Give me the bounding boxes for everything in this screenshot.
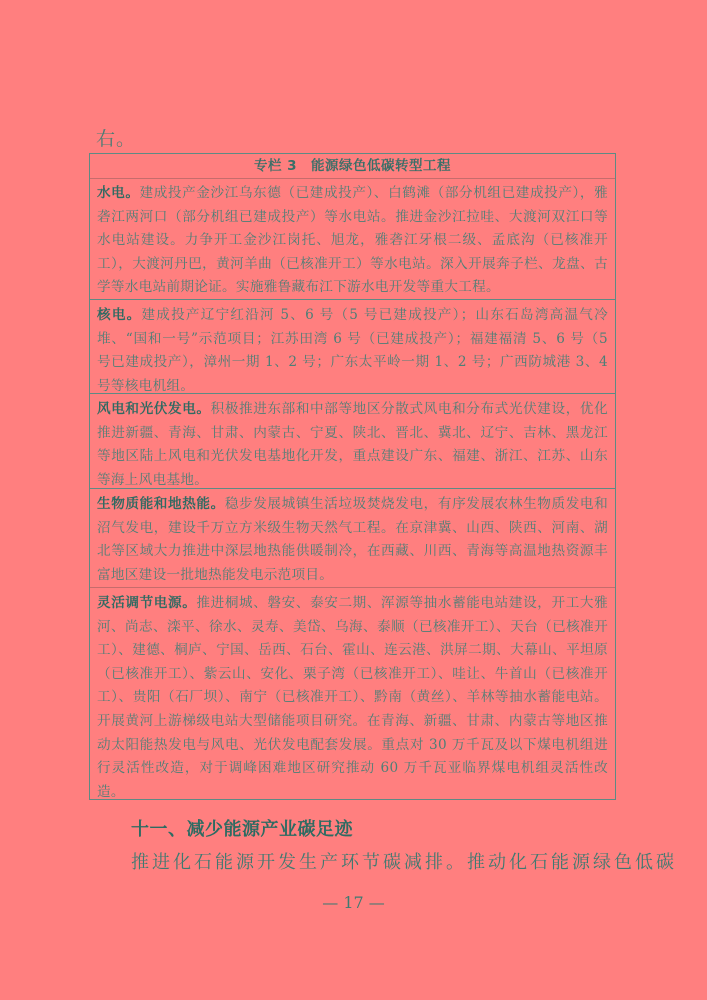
lead-text: 右。 (96, 128, 137, 150)
row-text: 稳步发展城镇生活垃圾焚烧发电，有序发展农林生物质发电和沼气发电，建设千万立方米级生物天然气工程。在京津冀、山西、陕西、河南、湖北等区域大力推进中深层地热能供暖制冷，在西藏、川西、青海等高温地热资源丰富地区建设一批地热能发电示范项目。 (97, 496, 608, 583)
section-heading: 十一、减少能源产业碳足迹 (131, 819, 353, 840)
box-row-wind-solar (90, 393, 615, 488)
box-title-text: 能源绿色低碳转型工程 (311, 158, 452, 174)
body-paragraph: 推进化石能源开发生产环节碳减排。推动化石能源绿色低碳 (131, 852, 677, 873)
row-key: 核电。 (97, 307, 142, 323)
row-key: 风电和光伏发电。 (97, 401, 211, 417)
row-key: 生物质能和地热能。 (97, 496, 225, 512)
row-key: 水电。 (97, 185, 140, 201)
box-row-biomass-geothermal (90, 488, 615, 587)
row-text: 建成投产金沙江乌东德（已建成投产）、白鹤滩（部分机组已建成投产），雅砻江两河口（部分机组已建成投产）等水电站。推进金沙江拉哇、大渡河双江口等水电站建设。力争开工金沙江岗托、旭龙，雅砻江牙根二级、孟底沟（已核准开工），大渡河丹巴，黄河羊曲（已核准开工）等水电站。深入开展奔子栏、龙盘、古学等水电站前期论证。实施雅鲁藏布江下游水电开发等重大工程。 (97, 185, 608, 296)
page-number: — 17 — (322, 893, 385, 912)
box-number: 专栏 3 (253, 158, 298, 174)
row-text: 建成投产辽宁红沿河 5、6 号（5 号已建成投产）；山东石岛湾高温气冷堆、“国和一号”示范项目；江苏田湾 6 号（已建成投产）；福建福清 5、6 号（5 号已建成投产），漳州一期 1、2 号；广东太平岭一期 1、2 号；广西防城港 3、4 号等核电机组。 (97, 307, 608, 394)
sidebar-box-energy-transition (89, 153, 616, 800)
row-key: 灵活调节电源。 (97, 595, 197, 611)
box-row-flexible-regulation (90, 587, 615, 800)
row-text: 积极推进东部和中部等地区分散式风电和分布式光伏建设，优化推进新疆、青海、甘肃、内蒙古、宁夏、陕北、晋北、冀北、辽宁、吉林、黑龙江等地区陆上风电和光伏发电基地化开发，重点建设广东、福建、浙江、江苏、山东等海上风电基地。 (97, 401, 608, 488)
box-row-hydropower (90, 178, 615, 299)
box-title (90, 154, 615, 179)
box-row-nuclear (90, 299, 615, 393)
row-text: 推进桐城、磐安、泰安二期、浑源等抽水蓄能电站建设，开工大雅河、尚志、滦平、徐水、灵寿、美岱、乌海、泰顺（已核准开工）、天台（已核准开工）、建德、桐庐、宁国、岳西、石台、霍山、连云港、洪屏二期、大幕山、平坦原（已核准开工）、紫云山、安化、栗子湾（已核准开工）、哇让、牛首山（已核准开工）、贵阳（石厂坝）、南宁（已核准开工）、黔南（黄丝）、羊林等抽水蓄能电站。开展黄河上游梯级电站大型储能项目研究。在青海、新疆、甘肃、内蒙古等地区推动太阳能热发电与风电、光伏发电配套发展。重点对 30 万千瓦及以下煤电机组进行灵活性改造，对于调峰困难地区研究推动 60 万千瓦亚临界煤电机组灵活性改造。 (97, 595, 608, 800)
